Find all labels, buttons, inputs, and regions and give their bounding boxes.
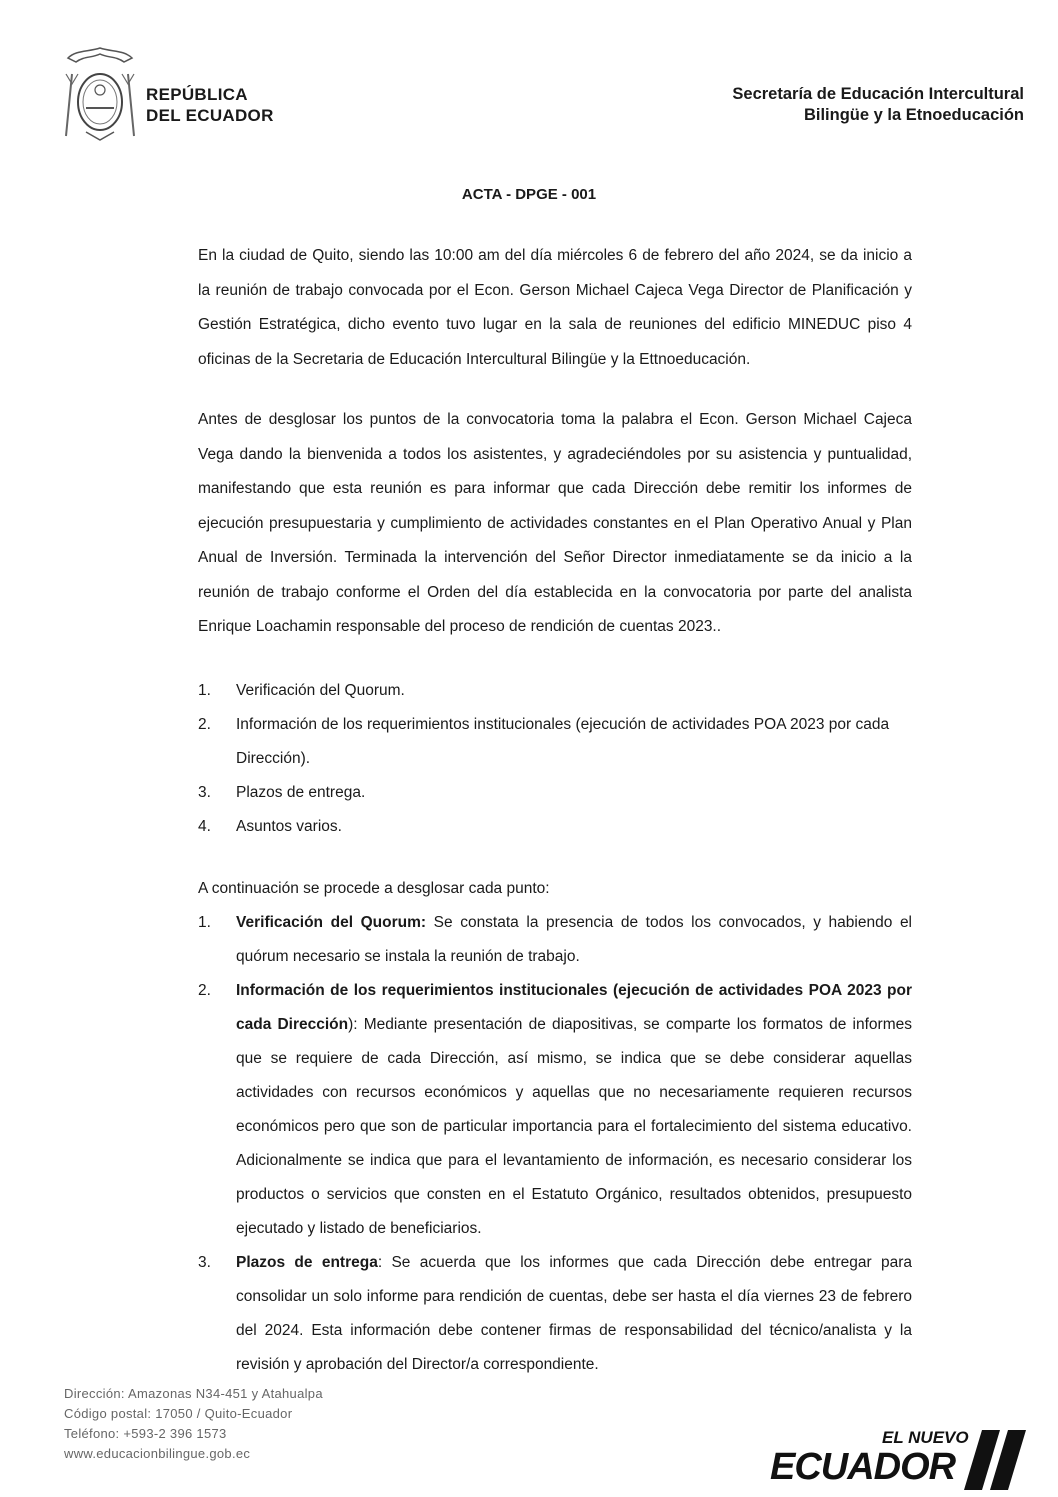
footer-web: www.educacionbilingue.gob.ec	[64, 1446, 251, 1461]
point-item	[198, 1246, 912, 1382]
footer-contact	[64, 1384, 323, 1464]
logo-big-text: ECUADOR	[770, 1446, 956, 1488]
point-text: : Se acuerda que los informes que cada Dirección debe entregar para consolidar un solo informe para rendición de cuentas, debe ser hasta el día viernes 23 de febrero del 2024. Esta información debe contener firmas de responsabilidad del técnico/analista y la revisión y aprobación del Director/a correspondiente.	[236, 1254, 913, 1373]
agenda-item-text: Plazos de entrega.	[236, 784, 366, 801]
point-heading: Verificación del Quorum:	[236, 914, 427, 931]
logo-bars-icon	[960, 1428, 1030, 1492]
point-number: 2.	[198, 982, 211, 999]
agenda-list	[198, 674, 912, 844]
ministry-line-1: Secretaría de Educación Intercultural	[732, 85, 1024, 103]
ministry-line-2: Bilingüe y la Etnoeducación	[803, 106, 1024, 124]
agenda-item-number: 3.	[198, 784, 211, 801]
point-item	[198, 974, 912, 1246]
paragraph-welcome: Antes de desglosar los puntos de la convocatoria toma la palabra el Econ. Gerson Michael Cajeca Vega dando la bienvenida a todos los asistentes, y agradeciéndoles por su asistencia y puntualidad, manifestando que esta reunión es para informar que cada Dirección debe remitir los informes de ejecución presupuestaria y cumplimiento de actividades constantes en el Plan Operativo Anual y Plan Anual de Inversión. Terminada la intervención del Señor Director inmediatamente se da inicio a la reunión de trabajo conforme el Orden del día establecida en la convocatoria por parte del analista Enrique Loachamin responsable del proceso de rendición de cuentas 2023..	[198, 411, 912, 635]
agenda-item	[198, 776, 912, 810]
paragraph-opening: En la ciudad de Quito, siendo las 10:00 am del día miércoles 6 de febrero del año 2024, se da inicio a la reunión de trabajo convocada por el Econ. Gerson Michael Cajeca Vega Director de Planificación y Gestión Estratégica, dicho evento tuvo lugar en la sala de reuniones del edificio MINEDUC piso 4 oficinas de la Secretaria de Educación Intercultural Bilingüe y la Ettnoeducación.	[198, 247, 912, 368]
logo-small-text: EL NUEVO	[882, 1428, 969, 1447]
coat-of-arms-icon	[58, 44, 142, 144]
point-item	[198, 906, 912, 974]
point-text: Se constata la presencia de todos los convocados, y habiendo el quórum necesario se instala la reunión de trabajo.	[236, 914, 913, 965]
el-nuevo-ecuador-logo	[770, 1428, 1030, 1492]
agenda-item-text: Verificación del Quorum.	[236, 682, 405, 699]
points-intro: A continuación se procede a desglosar cada punto:	[198, 880, 550, 897]
point-heading: Información de los requerimientos institucionales (ejecución de actividades POA 2023 por cada Dirección	[236, 982, 912, 1033]
agenda-item	[198, 674, 912, 708]
agenda-item-text: Asuntos varios.	[236, 818, 342, 835]
agenda-item-text: Información de los requerimientos institucionales (ejecución de actividades POA 2023 por cada Dirección).	[236, 716, 890, 767]
agenda-item	[198, 810, 912, 844]
country-line-1: REPÚBLICA	[146, 85, 248, 104]
footer-address: Dirección: Amazonas N34-451 y Atahualpa	[64, 1386, 323, 1401]
agenda-item	[198, 708, 912, 776]
agenda-item-number: 1.	[198, 682, 211, 699]
point-number: 3.	[198, 1254, 211, 1271]
footer-phone: Teléfono: +593-2 396 1573	[64, 1426, 227, 1441]
country-name	[146, 84, 274, 126]
country-line-2: DEL ECUADOR	[146, 106, 274, 125]
point-text: ): Mediante presentación de diapositivas, se comparte los formatos de informes que se requiere de cada Dirección, así mismo, se indica que se debe considerar aquellas actividades con recursos económicos y aquellas que no necesariamente requieren recursos económicos pero que son de particular importancia para el fortalecimiento del sistema educativo. Adicionalmente se indica que para el levantamiento de información, es necesario considerar los productos o servicios que consten en el Estatuto Orgánico, resultados obtenidos, presupuesto ejecutado y listado de beneficiarios.	[236, 1016, 912, 1237]
point-heading: Plazos de entrega	[236, 1254, 378, 1271]
page-header	[0, 0, 1058, 160]
points-list	[198, 906, 912, 1382]
footer-postal: Código postal: 17050 / Quito-Ecuador	[64, 1406, 293, 1421]
ministry-name	[732, 84, 1024, 126]
point-number: 1.	[198, 914, 211, 931]
document-title: ACTA - DPGE - 001	[461, 186, 597, 203]
agenda-item-number: 2.	[198, 716, 211, 733]
agenda-item-number: 4.	[198, 818, 211, 835]
